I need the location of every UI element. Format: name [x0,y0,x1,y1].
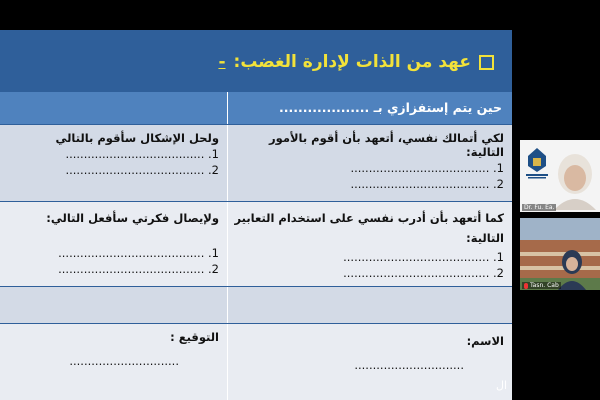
self-control-item-2: 2. ...................................... [350,177,504,191]
table-header-row [0,92,512,124]
participant-2-name-text: Tasn. Cab [530,282,559,289]
signature-line: .............................. [69,354,179,368]
self-control-item-1: 1. ...................................... [350,161,504,175]
participant-1-video-icon [552,148,598,210]
convey-idea-item-1: 1. ........................................ [58,246,219,260]
table-row-signature [0,324,512,400]
convey-idea-item-2: 2. ........................................ [58,262,219,276]
participant-2-video-icon [520,218,600,290]
name-cell [228,324,512,400]
convey-idea-heading: ولإيصال فكرتي سأفعل التالي: [46,211,219,225]
convey-idea-cell [0,202,227,286]
table-row-expressions [0,202,512,286]
resolve-issue-cell [0,125,227,201]
name-line: .............................. [354,358,464,372]
mic-muted-icon [524,283,528,289]
table-row-self-control [0,125,512,201]
resolve-issue-item-2: 2. ...................................... [65,163,219,177]
self-control-cell [228,125,512,201]
pledge-table [0,92,512,400]
slide-title [218,52,494,72]
column-divider [227,125,228,201]
slide-title-text: عهد من الذات لإدارة الغضب: [233,52,471,72]
column-divider [227,287,228,323]
signature-cell [0,324,227,400]
top-black-band [0,0,600,30]
expressions-item-2: 2. ........................................ [343,266,504,280]
resolve-issue-heading: ولحل الإشكال سأقوم بالتالي [55,131,219,145]
checkbox-bullet-icon [479,55,494,70]
video-tile-participant-2[interactable] [520,218,600,290]
video-participants-panel [516,140,600,300]
shared-presentation-slide [0,30,512,400]
column-divider [227,92,228,124]
signature-label: التوقيع : [170,330,219,344]
expressions-heading: كما أتعهد بأن أدرب نفسي على استخدام التعابير التالية: [234,211,504,245]
expressions-item-1: 1. ........................................ [343,250,504,264]
self-control-heading: لكي أتمالك نفسي، أتعهد بأن أقوم بالأمور التالية: [269,131,504,159]
name-label: الاسم: [466,334,504,348]
participant-2-name [522,282,561,289]
participant-1-name: Dr. Fu. Ea. [524,204,555,211]
university-logo-icon [524,146,550,180]
table-row-empty [0,287,512,323]
cropped-footer-text: ال [496,379,508,392]
column-divider [227,324,228,400]
expressions-cell [228,202,512,286]
video-tile-participant-1[interactable] [520,140,600,212]
provocation-prompt: حين يتم إستفزازي بـ ................... [279,100,502,115]
slide-title-suffix: - [218,52,226,72]
resolve-issue-item-1: 1. ...................................... [65,147,219,161]
column-divider [227,202,228,286]
